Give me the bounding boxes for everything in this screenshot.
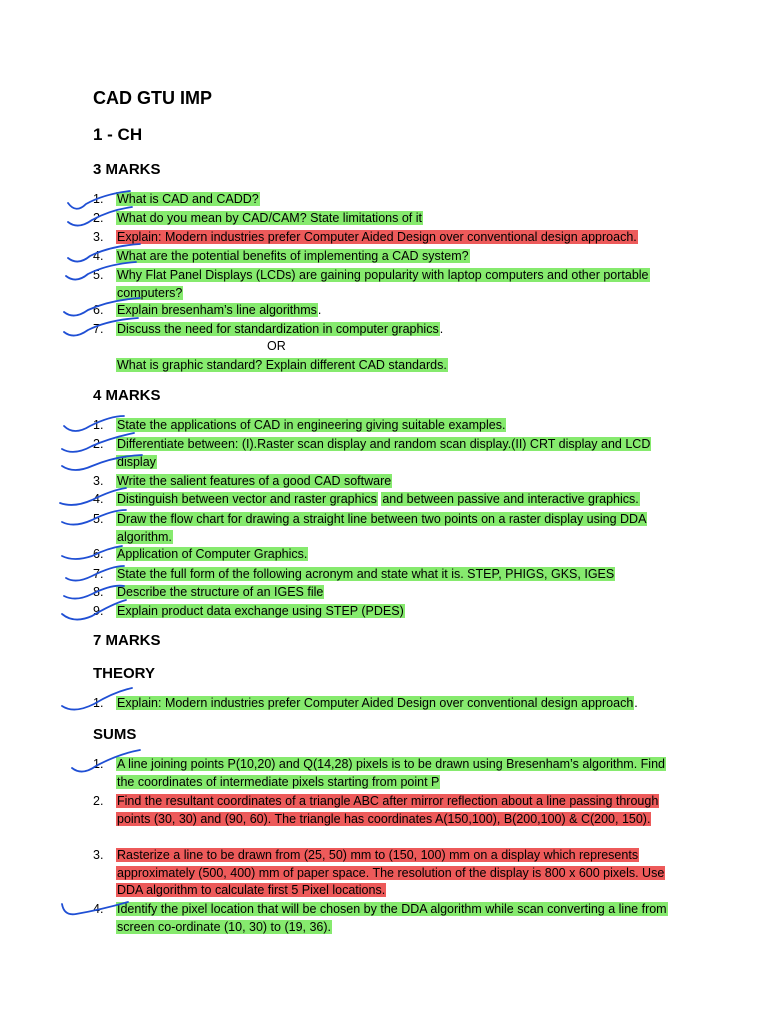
item-text: What is CAD and CADD? bbox=[117, 192, 259, 206]
item-number: 2. bbox=[93, 794, 104, 808]
item-text: State the applications of CAD in engineering giving suitable examples. bbox=[117, 418, 506, 432]
item-text: What are the potential benefits of implementing a CAD system? bbox=[117, 249, 469, 263]
item-number: 3. bbox=[93, 474, 104, 488]
item-number: 3. bbox=[93, 848, 104, 862]
item-text: Describe the structure of an IGES file bbox=[117, 585, 324, 599]
item-text: Rasterize a line to be drawn from (25, 50) mm to (150, 100) mm on a display which represents approximately (500, 400) mm of paper space. The resolution of the display is 800 x 600 pixels. Use DDA algorithm to calculate first 5 Pixel locations. bbox=[117, 848, 665, 897]
item-number: 1. bbox=[93, 757, 104, 771]
item-text: Explain product data exchange using STEP (PDES) bbox=[117, 604, 404, 618]
item-text-tail: . bbox=[317, 303, 322, 317]
item-number: 1. bbox=[93, 192, 104, 206]
item-number: 1. bbox=[93, 418, 104, 432]
item-number: 3. bbox=[93, 230, 104, 244]
item-number: 5. bbox=[93, 268, 104, 282]
item-number: 7. bbox=[93, 567, 104, 581]
item-text: Differentiate between: (I).Raster scan display and random scan display.(II) CRT display and LCD display bbox=[117, 437, 651, 469]
or-label: OR bbox=[267, 339, 286, 353]
item-text-continued: and between passive and interactive graphics. bbox=[382, 492, 639, 506]
subsection-heading-theory: THEORY bbox=[93, 665, 155, 682]
item-text: Write the salient features of a good CAD software bbox=[117, 474, 392, 488]
item-number: 6. bbox=[93, 547, 104, 561]
item-text: What is graphic standard? Explain different CAD standards. bbox=[117, 358, 447, 372]
item-text: Application of Computer Graphics. bbox=[117, 547, 308, 561]
item-text: Distinguish between vector and raster graphics bbox=[117, 492, 377, 506]
checkmark-icon bbox=[62, 546, 122, 559]
item-number: 8. bbox=[93, 585, 104, 599]
subsection-heading-sums: SUMS bbox=[93, 726, 137, 743]
item-text: Identify the pixel location that will be chosen by the DDA algorithm while scan converting a line from screen co-ordinate (10, 30) to (19, 36). bbox=[117, 902, 667, 934]
item-text: Explain bresenham’s line algorithms bbox=[117, 303, 317, 317]
section-heading-3-marks: 3 MARKS bbox=[93, 161, 161, 178]
item-number: 2. bbox=[93, 211, 104, 225]
item-text: Find the resultant coordinates of a triangle ABC after mirror reflection about a line passing through points (30, 30) and (90, 60). The triangle has coordinates A(150,100), B(200,100) & C(200, 150). bbox=[117, 794, 659, 826]
section-heading-4-marks: 4 MARKS bbox=[93, 387, 161, 404]
item-text: State the full form of the following acronym and state what it is. STEP, PHIGS, GKS, IGES bbox=[117, 567, 615, 581]
section-heading-7-marks: 7 MARKS bbox=[93, 632, 161, 649]
item-text: Explain: Modern industries prefer Computer Aided Design over conventional design approach bbox=[117, 696, 634, 710]
item-number: 4. bbox=[93, 902, 104, 916]
item-text-tail: . bbox=[439, 322, 444, 336]
item-number: 7. bbox=[93, 322, 104, 336]
item-number: 6. bbox=[93, 303, 104, 317]
item-text: Draw the flow chart for drawing a straight line between two points on a raster display using DDA algorithm. bbox=[117, 512, 647, 544]
item-text: Discuss the need for standardization in computer graphics bbox=[117, 322, 439, 336]
item-text: What do you mean by CAD/CAM? State limitations of it bbox=[117, 211, 422, 225]
item-text: Explain: Modern industries prefer Computer Aided Design over conventional design approach. bbox=[117, 230, 637, 244]
item-number: 4. bbox=[93, 492, 104, 506]
item-text-tail: . bbox=[634, 696, 638, 710]
chapter-heading: 1 - CH bbox=[93, 125, 143, 144]
item-text: A line joining points P(10,20) and Q(14,28) pixels is to be drawn using Bresenham’s algorithm. Find the coordinates of intermediate pixels starting from point P bbox=[117, 757, 665, 789]
item-number: 2. bbox=[93, 437, 104, 451]
item-number: 1. bbox=[93, 696, 104, 710]
document-title: CAD GTU IMP bbox=[93, 88, 212, 108]
item-number: 4. bbox=[93, 249, 104, 263]
item-number: 5. bbox=[93, 512, 104, 526]
item-number: 9. bbox=[93, 604, 104, 618]
item-text: Why Flat Panel Displays (LCDs) are gaining popularity with laptop computers and other portable computers? bbox=[117, 268, 649, 300]
